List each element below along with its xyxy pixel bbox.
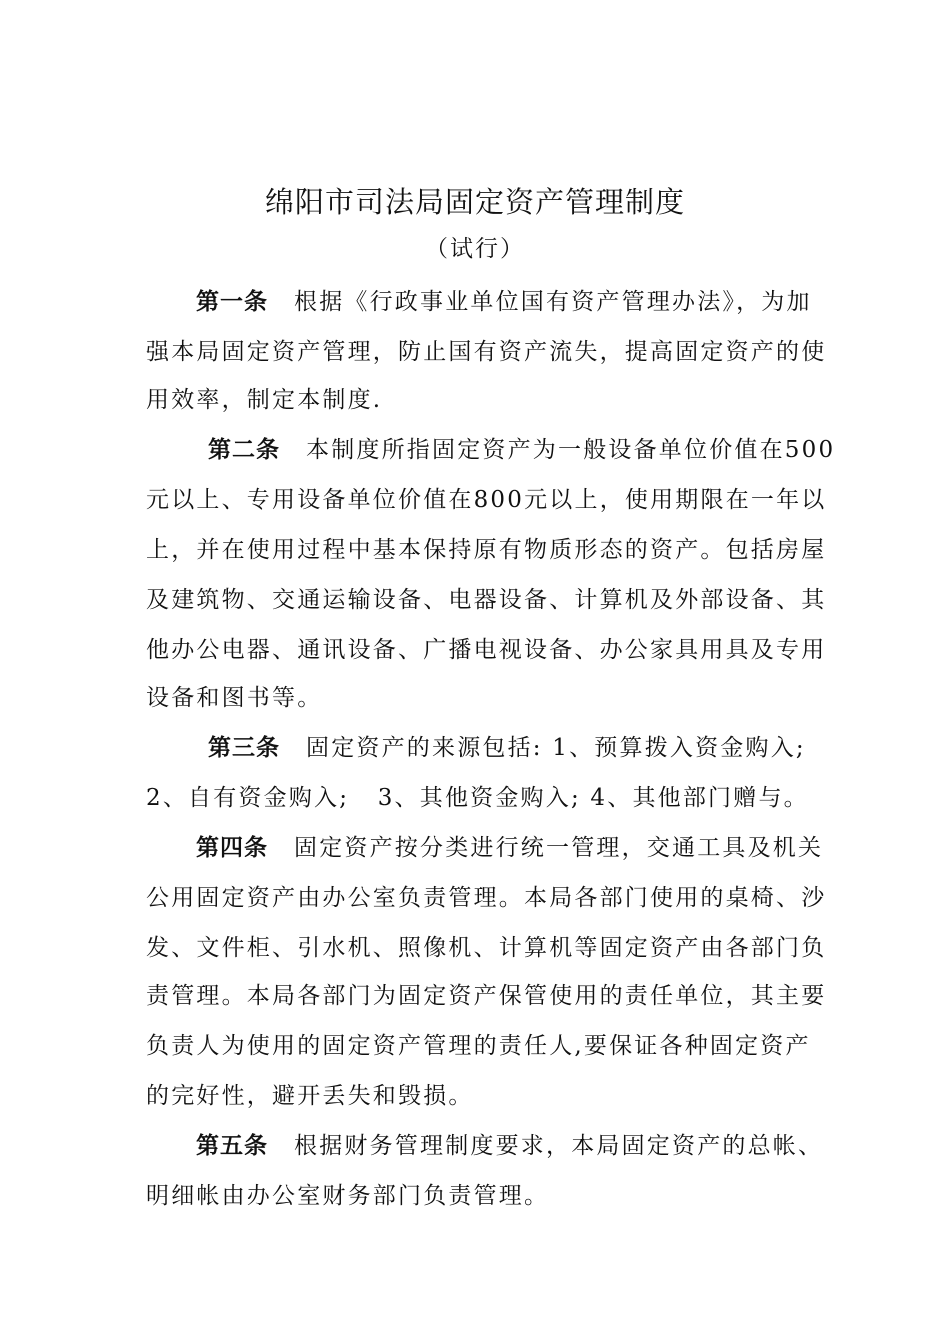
- article-1-text: 根据《行政事业单位国有资产管理办法》，为加: [294, 289, 812, 315]
- article-3-line-2: 2、自有资金购入; 3、其他资金购入; 4、其他部门赠与。: [146, 785, 809, 811]
- article-4-heading: 第四条: [196, 835, 268, 861]
- article-1-line-1: [196, 282, 812, 322]
- article-3-text: 固定资产的来源包括: 1、预算拨入资金购入;: [306, 735, 806, 761]
- article-5-line-1: [196, 1126, 823, 1166]
- article-1-line-3: 用效率，制定本制度.: [146, 387, 383, 413]
- article-4-line-6: 的完好性，避开丢失和毁损。: [146, 1083, 474, 1109]
- article-2-line-6: 设备和图书等。: [146, 685, 323, 711]
- article-5-text: 根据财务管理制度要求，本局固定资产的总帐、: [294, 1133, 824, 1159]
- article-2-line-3: 上，并在使用过程中基本保持原有物质形态的资产。包括房屋: [146, 537, 827, 563]
- page-title: 绵阳市司法局固定资产管理制度: [264, 185, 685, 219]
- article-2-heading: 第二条: [208, 437, 280, 463]
- article-4-text: 固定资产按分类进行统一管理，交通工具及机关: [294, 835, 824, 861]
- article-5-line-2: 明细帐由办公室财务部门负责管理。: [146, 1183, 550, 1209]
- article-2-text: 本制度所指固定资产为一般设备单位价值在500: [306, 437, 836, 463]
- article-1-heading: 第一条: [196, 289, 268, 315]
- article-4-line-5: 负责人为使用的固定资产管理的责任人,要保证各种固定资产: [146, 1033, 811, 1059]
- article-2-line-1: [208, 430, 835, 470]
- article-2-line-5: 他办公电器、通讯设备、广播电视设备、办公家具用具及专用: [146, 637, 827, 663]
- article-3-line-1: [208, 728, 806, 768]
- article-2-line-2: 元以上、专用设备单位价值在800元以上，使用期限在一年以: [146, 487, 827, 513]
- article-1-line-2: 强本局固定资产管理，防止国有资产流失，提高固定资产的使: [146, 339, 827, 365]
- article-2-line-4: 及建筑物、交通运输设备、电器设备、计算机及外部设备、其: [146, 587, 827, 613]
- article-4-line-1: [196, 828, 823, 868]
- article-5-heading: 第五条: [196, 1133, 268, 1159]
- article-4-line-2: 公用固定资产由办公室负责管理。本局各部门使用的桌椅、沙: [146, 885, 827, 911]
- page-subtitle: （试行）: [425, 236, 525, 262]
- article-4-line-3: 发、文件柜、引水机、照像机、计算机等固定资产由各部门负: [146, 935, 827, 961]
- article-3-heading: 第三条: [208, 735, 280, 761]
- article-4-line-4: 责管理。本局各部门为固定资产保管使用的责任单位，其主要: [146, 983, 827, 1009]
